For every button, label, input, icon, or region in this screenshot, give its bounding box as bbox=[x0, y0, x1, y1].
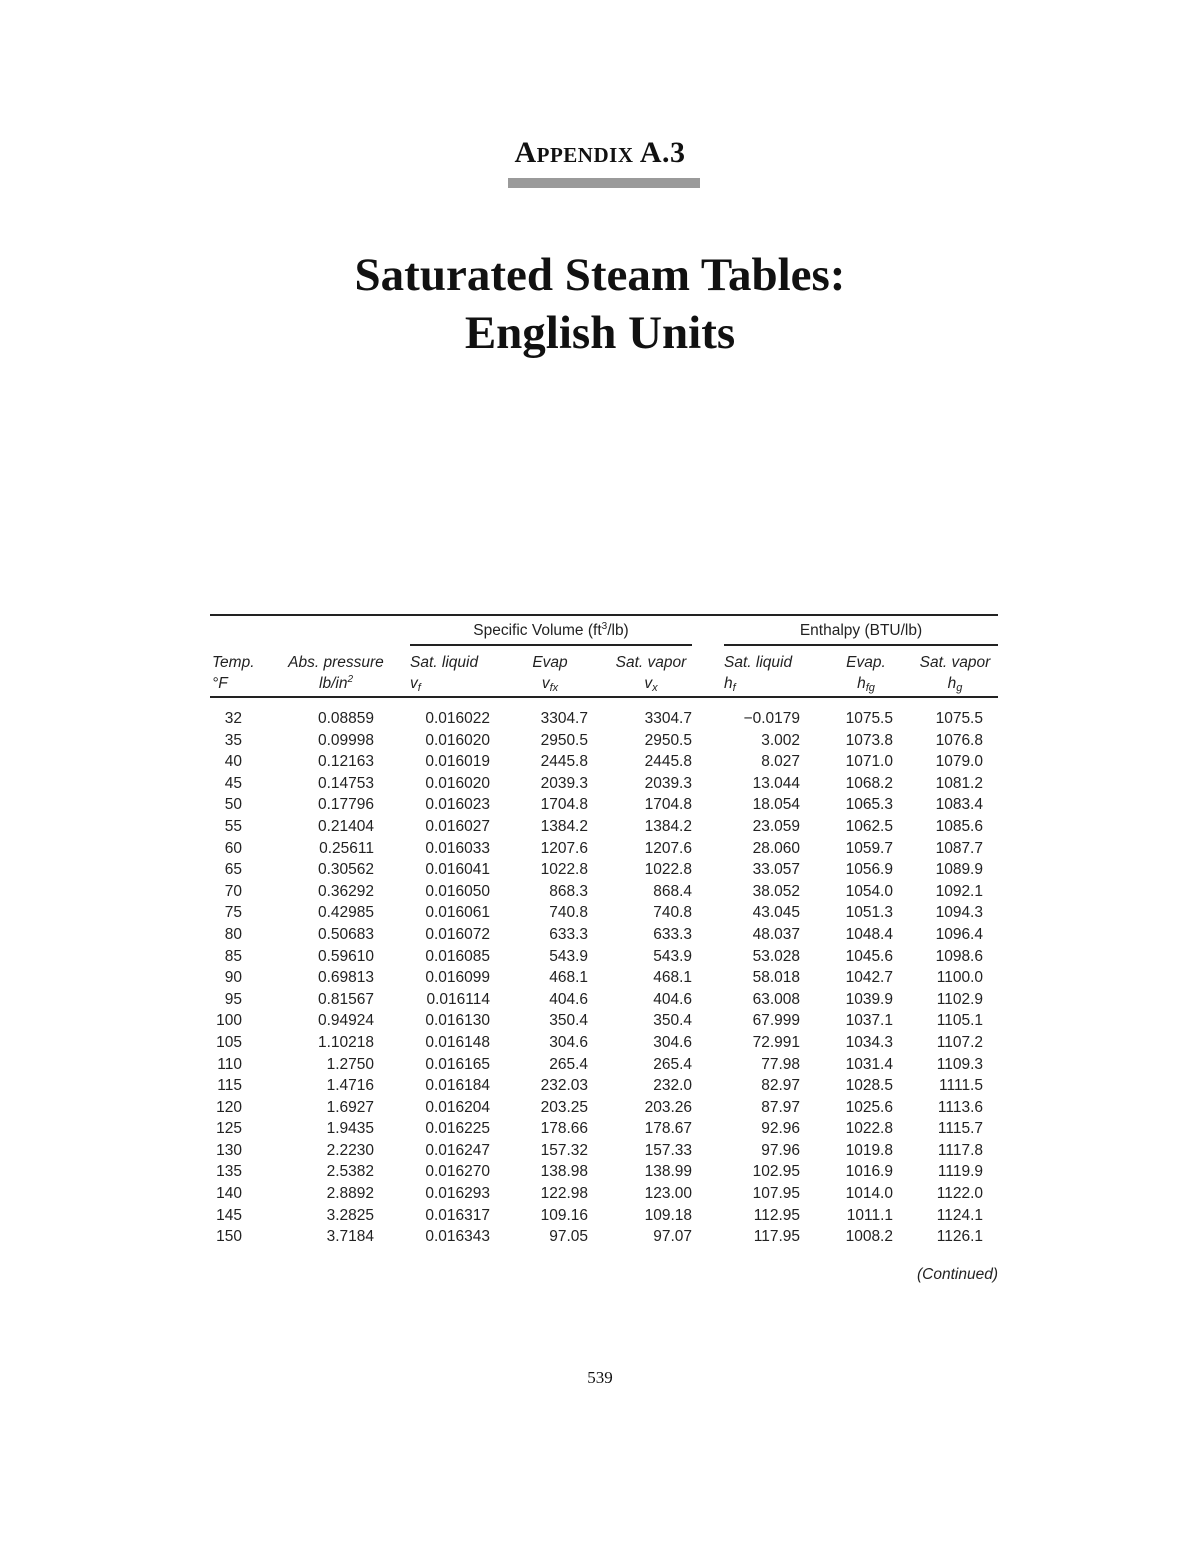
column-header-2 bbox=[410, 652, 496, 699]
table-row bbox=[210, 818, 998, 840]
table-cell: 1100.0 bbox=[936, 969, 983, 987]
table-cell: 1059.7 bbox=[845, 839, 893, 857]
table-row bbox=[210, 1228, 998, 1250]
table-cell: 265.4 bbox=[549, 1055, 588, 1073]
table-row bbox=[210, 1163, 998, 1185]
table-cell: 0.016020 bbox=[425, 774, 490, 792]
table-cell: 0.016085 bbox=[425, 947, 490, 965]
table-cell: 102.95 bbox=[752, 1163, 800, 1181]
table-cell: 868.4 bbox=[653, 882, 692, 900]
table-cell: 1094.3 bbox=[935, 904, 983, 922]
table-cell: 1051.3 bbox=[845, 904, 893, 922]
table-row bbox=[210, 1099, 998, 1121]
column-header-label: Temp. bbox=[212, 654, 255, 671]
table-cell: 3.7184 bbox=[326, 1228, 374, 1246]
table-cell: 0.016061 bbox=[425, 904, 490, 922]
table-cell: 67.999 bbox=[752, 1012, 800, 1030]
table-cell: 138.98 bbox=[540, 1163, 588, 1181]
table-cell: 232.0 bbox=[653, 1077, 692, 1095]
table-cell: 1037.1 bbox=[845, 1012, 893, 1030]
table-cell: 75 bbox=[224, 904, 242, 922]
column-header-symbol: $h_{fg}$ bbox=[857, 675, 875, 694]
table-cell: 0.016184 bbox=[425, 1077, 490, 1095]
table-cell: 48.037 bbox=[752, 925, 800, 943]
table-cell: 0.17796 bbox=[317, 796, 374, 814]
table-cell: 1109.3 bbox=[936, 1055, 983, 1073]
table-cell: 105 bbox=[216, 1033, 242, 1051]
table-row bbox=[210, 904, 998, 926]
table-cell: 145 bbox=[216, 1206, 242, 1224]
table-cell: 38.052 bbox=[752, 882, 800, 900]
table-row bbox=[210, 926, 998, 948]
table-cell: 120 bbox=[216, 1098, 242, 1116]
column-header-symbol: $lb/in^2$ bbox=[319, 673, 353, 692]
table-cell: 32 bbox=[224, 710, 242, 727]
table-cell: 203.26 bbox=[644, 1098, 692, 1116]
table-row bbox=[210, 861, 998, 883]
table-cell: 157.32 bbox=[540, 1141, 588, 1159]
table-cell: 1079.0 bbox=[935, 753, 983, 771]
table-cell: 1081.2 bbox=[935, 774, 983, 792]
table-cell: −0.0179 bbox=[743, 710, 800, 727]
table-cell: 33.057 bbox=[752, 861, 800, 879]
table-cell: 1092.1 bbox=[935, 882, 983, 900]
table-cell: 350.4 bbox=[653, 1012, 692, 1030]
table-cell: 0.016099 bbox=[425, 969, 490, 987]
column-header-4 bbox=[606, 652, 696, 699]
table-top-rule bbox=[210, 614, 998, 616]
table-cell: 1384.2 bbox=[540, 817, 588, 835]
table-cell: 1039.9 bbox=[845, 990, 893, 1008]
table-cell: 18.054 bbox=[752, 796, 800, 814]
column-header-symbol: $v_x$ bbox=[644, 675, 658, 694]
appendix-rule bbox=[508, 178, 700, 188]
table-cell: 203.25 bbox=[540, 1098, 588, 1116]
column-header-6 bbox=[830, 652, 902, 699]
appendix-label: Appendix A.3 bbox=[514, 136, 686, 169]
table-cell: 404.6 bbox=[549, 990, 588, 1008]
table-cell: 1022.8 bbox=[644, 861, 692, 879]
table-cell: 2950.5 bbox=[644, 731, 692, 749]
table-cell: 543.9 bbox=[549, 947, 588, 965]
table-cell: 0.016041 bbox=[425, 861, 490, 879]
table-cell: 1076.8 bbox=[935, 731, 983, 749]
table-cell: 0.14753 bbox=[317, 774, 374, 792]
table-row bbox=[210, 1034, 998, 1056]
table-cell: 1124.1 bbox=[936, 1206, 983, 1224]
column-header-label: Sat. vapor bbox=[615, 654, 687, 671]
table-row bbox=[210, 775, 998, 797]
table-cell: 350.4 bbox=[549, 1012, 588, 1030]
column-header-label: Abs. pressure bbox=[288, 654, 384, 671]
table-row bbox=[210, 710, 998, 732]
table-row bbox=[210, 1207, 998, 1229]
table-cell: 1056.9 bbox=[845, 861, 893, 879]
table-row bbox=[210, 1142, 998, 1164]
continued-note: (Continued) bbox=[917, 1266, 998, 1283]
table-cell: 2445.8 bbox=[540, 753, 588, 771]
table-cell: 1113.6 bbox=[937, 1098, 983, 1116]
table-cell: 0.36292 bbox=[317, 882, 374, 900]
table-cell: 80 bbox=[224, 925, 242, 943]
table-cell: 0.81567 bbox=[317, 990, 374, 1008]
table-cell: 543.9 bbox=[653, 947, 692, 965]
table-cell: 1025.6 bbox=[845, 1098, 893, 1116]
table-cell: 2.5382 bbox=[326, 1163, 374, 1181]
column-header-label: Sat. vapor bbox=[919, 654, 991, 671]
group-rule-specific-volume bbox=[410, 644, 692, 646]
column-header-symbol: $v_f$ bbox=[410, 675, 421, 694]
table-cell: 1119.9 bbox=[937, 1163, 983, 1181]
table-cell: 0.016165 bbox=[425, 1055, 490, 1073]
table-cell: 265.4 bbox=[653, 1055, 692, 1073]
table-cell: 1075.5 bbox=[935, 710, 983, 727]
table-cell: 2445.8 bbox=[644, 753, 692, 771]
table-cell: 0.016225 bbox=[425, 1120, 490, 1138]
column-header-symbol: $v_{fx}$ bbox=[541, 675, 559, 694]
table-cell: 109.18 bbox=[644, 1206, 692, 1224]
table-row bbox=[210, 1056, 998, 1078]
header-bottom-rule bbox=[210, 696, 998, 698]
table-body bbox=[210, 710, 998, 1250]
table-cell: 868.3 bbox=[549, 882, 588, 900]
table-cell: 2950.5 bbox=[540, 731, 588, 749]
table-cell: 115 bbox=[217, 1077, 242, 1095]
table-cell: 150 bbox=[216, 1228, 242, 1246]
table-cell: 50 bbox=[224, 796, 242, 814]
page-number: 539 bbox=[587, 1368, 613, 1387]
group-header-specific-volume-tail: /lb) bbox=[607, 622, 629, 639]
table-cell: 1.9435 bbox=[326, 1120, 374, 1138]
table-cell: 1065.3 bbox=[845, 796, 893, 814]
table-cell: 35 bbox=[224, 731, 242, 749]
table-cell: 1054.0 bbox=[845, 882, 893, 900]
table-cell: 0.016148 bbox=[425, 1033, 490, 1051]
table-cell: 0.016114 bbox=[426, 990, 490, 1008]
table-cell: 1028.5 bbox=[845, 1077, 893, 1095]
table-cell: 1384.2 bbox=[644, 817, 692, 835]
table-cell: 468.1 bbox=[549, 969, 588, 987]
title-line-2: English Units bbox=[464, 307, 736, 359]
table-cell: 97.05 bbox=[549, 1228, 588, 1246]
column-header-7 bbox=[912, 652, 998, 699]
table-cell: 0.016204 bbox=[425, 1098, 490, 1116]
table-cell: 1.10218 bbox=[317, 1033, 374, 1051]
table-cell: 28.060 bbox=[752, 839, 800, 857]
table-cell: 0.016343 bbox=[425, 1228, 490, 1246]
table-cell: 178.66 bbox=[540, 1120, 588, 1138]
table-cell: 1073.8 bbox=[845, 731, 893, 749]
table-cell: 122.98 bbox=[540, 1185, 588, 1203]
table-cell: 1704.8 bbox=[644, 796, 692, 814]
table-cell: 157.33 bbox=[644, 1141, 692, 1159]
table-cell: 1034.3 bbox=[845, 1033, 893, 1051]
table-cell: 633.3 bbox=[549, 925, 588, 943]
table-cell: 0.12163 bbox=[317, 753, 374, 771]
table-cell: 0.94924 bbox=[317, 1012, 374, 1030]
table-cell: 95 bbox=[224, 990, 242, 1008]
table-cell: 1048.4 bbox=[845, 925, 893, 943]
table-cell: 1105.1 bbox=[936, 1012, 983, 1030]
table-cell: 63.008 bbox=[752, 990, 800, 1008]
table-row bbox=[210, 1185, 998, 1207]
table-row bbox=[210, 840, 998, 862]
table-cell: 53.028 bbox=[752, 947, 800, 965]
table-cell: 3.002 bbox=[761, 731, 800, 749]
table-cell: 232.03 bbox=[540, 1077, 588, 1095]
table-row bbox=[210, 732, 998, 754]
table-row bbox=[210, 1077, 998, 1099]
table-cell: 633.3 bbox=[653, 925, 692, 943]
table-cell: 1087.7 bbox=[935, 839, 983, 857]
page-title bbox=[0, 246, 1200, 362]
table-cell: 1.4716 bbox=[326, 1077, 374, 1095]
table-cell: 2.2230 bbox=[326, 1141, 374, 1159]
table-cell: 0.59610 bbox=[317, 947, 374, 965]
table-cell: 740.8 bbox=[653, 904, 692, 922]
table-cell: 100 bbox=[216, 1012, 242, 1030]
column-header-1 bbox=[276, 652, 396, 694]
table-cell: 40 bbox=[224, 753, 242, 771]
table-cell: 140 bbox=[216, 1185, 242, 1203]
table-cell: 0.21404 bbox=[317, 817, 374, 835]
column-header-0 bbox=[212, 652, 268, 694]
table-cell: 0.016050 bbox=[425, 882, 490, 900]
table-cell: 0.016072 bbox=[425, 925, 490, 943]
table-cell: 1031.4 bbox=[845, 1055, 893, 1073]
table-cell: 304.6 bbox=[653, 1033, 692, 1051]
group-header-specific-volume bbox=[410, 622, 692, 640]
table-cell: 2039.3 bbox=[644, 774, 692, 792]
table-cell: 1045.6 bbox=[845, 947, 893, 965]
table-cell: 0.08859 bbox=[317, 710, 374, 727]
table-cell: 117.95 bbox=[753, 1228, 800, 1246]
group-rule-enthalpy bbox=[724, 644, 998, 646]
table-row bbox=[210, 1012, 998, 1034]
table-cell: 85 bbox=[224, 947, 242, 965]
table-cell: 1062.5 bbox=[845, 817, 893, 835]
table-cell: 0.016293 bbox=[425, 1185, 490, 1203]
column-header-symbol: $h_g$ bbox=[947, 675, 963, 694]
table-cell: 740.8 bbox=[549, 904, 588, 922]
table-cell: 82.97 bbox=[761, 1077, 800, 1095]
table-cell: 1008.2 bbox=[845, 1228, 893, 1246]
table-cell: 1068.2 bbox=[845, 774, 893, 792]
table-cell: 138.99 bbox=[644, 1163, 692, 1181]
table-cell: 0.42985 bbox=[317, 904, 374, 922]
table-row bbox=[210, 1120, 998, 1142]
table-cell: 178.67 bbox=[644, 1120, 692, 1138]
table-cell: 0.30562 bbox=[317, 861, 374, 879]
table-cell: 1117.8 bbox=[937, 1141, 983, 1159]
table-cell: 110 bbox=[217, 1055, 242, 1073]
table-cell: 43.045 bbox=[752, 904, 800, 922]
table-cell: 1011.1 bbox=[846, 1206, 893, 1224]
table-cell: 0.016130 bbox=[425, 1012, 490, 1030]
table-cell: 0.50683 bbox=[317, 925, 374, 943]
table-row bbox=[210, 991, 998, 1013]
table-cell: 1.6927 bbox=[326, 1098, 374, 1116]
table-cell: 1042.7 bbox=[845, 969, 893, 987]
table-cell: 0.016033 bbox=[425, 839, 490, 857]
table-cell: 304.6 bbox=[549, 1033, 588, 1051]
table-cell: 0.09998 bbox=[317, 731, 374, 749]
table-cell: 112.95 bbox=[753, 1206, 800, 1224]
table-cell: 55 bbox=[224, 817, 242, 835]
table-cell: 0.25611 bbox=[319, 839, 374, 857]
table-cell: 23.059 bbox=[752, 817, 800, 835]
table-cell: 1207.6 bbox=[540, 839, 588, 857]
table-cell: 1207.6 bbox=[644, 839, 692, 857]
table-cell: 1085.6 bbox=[935, 817, 983, 835]
table-cell: 1107.2 bbox=[936, 1033, 983, 1051]
table-cell: 1122.0 bbox=[936, 1185, 983, 1203]
table-row bbox=[210, 948, 998, 970]
column-header-label: Sat. liquid bbox=[724, 654, 793, 671]
table-cell: 1096.4 bbox=[935, 925, 983, 943]
table-cell: 8.027 bbox=[761, 753, 800, 771]
column-header-3 bbox=[510, 652, 590, 699]
group-header-specific-volume-sup: 3 bbox=[601, 620, 608, 632]
table-cell: 45 bbox=[224, 774, 242, 792]
table-cell: 135 bbox=[216, 1163, 242, 1181]
table-cell: 97.96 bbox=[761, 1141, 800, 1159]
table-cell: 3304.7 bbox=[540, 710, 588, 727]
table-cell: 404.6 bbox=[653, 990, 692, 1008]
table-cell: 1115.7 bbox=[937, 1120, 983, 1138]
table-cell: 1098.6 bbox=[935, 947, 983, 965]
column-header-symbol: °F bbox=[212, 675, 228, 692]
table-cell: 0.016247 bbox=[425, 1141, 490, 1159]
table-cell: 468.1 bbox=[653, 969, 692, 987]
table-row bbox=[210, 883, 998, 905]
table-cell: 1022.8 bbox=[540, 861, 588, 879]
table-cell: 1019.8 bbox=[845, 1141, 893, 1159]
title-line-1: Saturated Steam Tables: bbox=[354, 249, 846, 301]
table-cell: 1126.1 bbox=[936, 1228, 983, 1246]
table-cell: 1089.9 bbox=[935, 861, 983, 879]
table-cell: 1014.0 bbox=[845, 1185, 893, 1203]
table-cell: 0.016022 bbox=[425, 710, 490, 727]
table-cell: 1102.9 bbox=[936, 990, 983, 1008]
table-cell: 0.69813 bbox=[317, 969, 374, 987]
column-header-label: Sat. liquid bbox=[410, 654, 479, 671]
table-cell: 1704.8 bbox=[540, 796, 588, 814]
table-row bbox=[210, 969, 998, 991]
table-cell: 1071.0 bbox=[845, 753, 893, 771]
table-cell: 97.07 bbox=[653, 1228, 692, 1246]
table-cell: 13.044 bbox=[752, 774, 800, 792]
table-cell: 77.98 bbox=[761, 1055, 800, 1073]
table-cell: 70 bbox=[224, 882, 242, 900]
table-cell: 60 bbox=[224, 839, 242, 857]
table-row bbox=[210, 753, 998, 775]
table-cell: 1022.8 bbox=[845, 1120, 893, 1138]
column-header-symbol: $h_f$ bbox=[724, 675, 736, 694]
table-cell: 2039.3 bbox=[540, 774, 588, 792]
table-cell: 0.016020 bbox=[425, 731, 490, 749]
table-cell: 107.95 bbox=[752, 1185, 800, 1203]
table-cell: 1083.4 bbox=[935, 796, 983, 814]
table-cell: 0.016317 bbox=[425, 1206, 490, 1224]
column-header-5 bbox=[724, 652, 810, 699]
table-cell: 58.018 bbox=[752, 969, 800, 987]
table-cell: 92.96 bbox=[761, 1120, 800, 1138]
table-cell: 0.016023 bbox=[425, 796, 490, 814]
table-cell: 125 bbox=[216, 1120, 242, 1138]
table-cell: 1075.5 bbox=[845, 710, 893, 727]
table-row bbox=[210, 796, 998, 818]
column-header-label: Evap. bbox=[846, 654, 886, 671]
table-cell: 87.97 bbox=[761, 1098, 800, 1116]
table-cell: 3.2825 bbox=[326, 1206, 374, 1224]
group-header-specific-volume-text: Specific Volume (ft bbox=[473, 622, 602, 639]
group-header-enthalpy: Enthalpy (BTU/lb) bbox=[799, 622, 923, 639]
table-cell: 1.2750 bbox=[326, 1055, 374, 1073]
table-cell: 0.016270 bbox=[425, 1163, 490, 1181]
table-cell: 1016.9 bbox=[845, 1163, 893, 1181]
table-cell: 90 bbox=[224, 969, 242, 987]
column-header-label: Evap bbox=[532, 654, 568, 671]
table-cell: 65 bbox=[224, 861, 242, 879]
table-cell: 130 bbox=[216, 1141, 242, 1159]
table-cell: 0.016019 bbox=[425, 753, 490, 771]
table-cell: 72.991 bbox=[752, 1033, 800, 1051]
table-cell: 109.16 bbox=[540, 1206, 588, 1224]
table-cell: 3304.7 bbox=[644, 710, 692, 727]
table-cell: 1111.5 bbox=[939, 1077, 983, 1095]
table-cell: 0.016027 bbox=[425, 817, 490, 835]
table-cell: 123.00 bbox=[644, 1185, 692, 1203]
table-cell: 2.8892 bbox=[326, 1185, 374, 1203]
